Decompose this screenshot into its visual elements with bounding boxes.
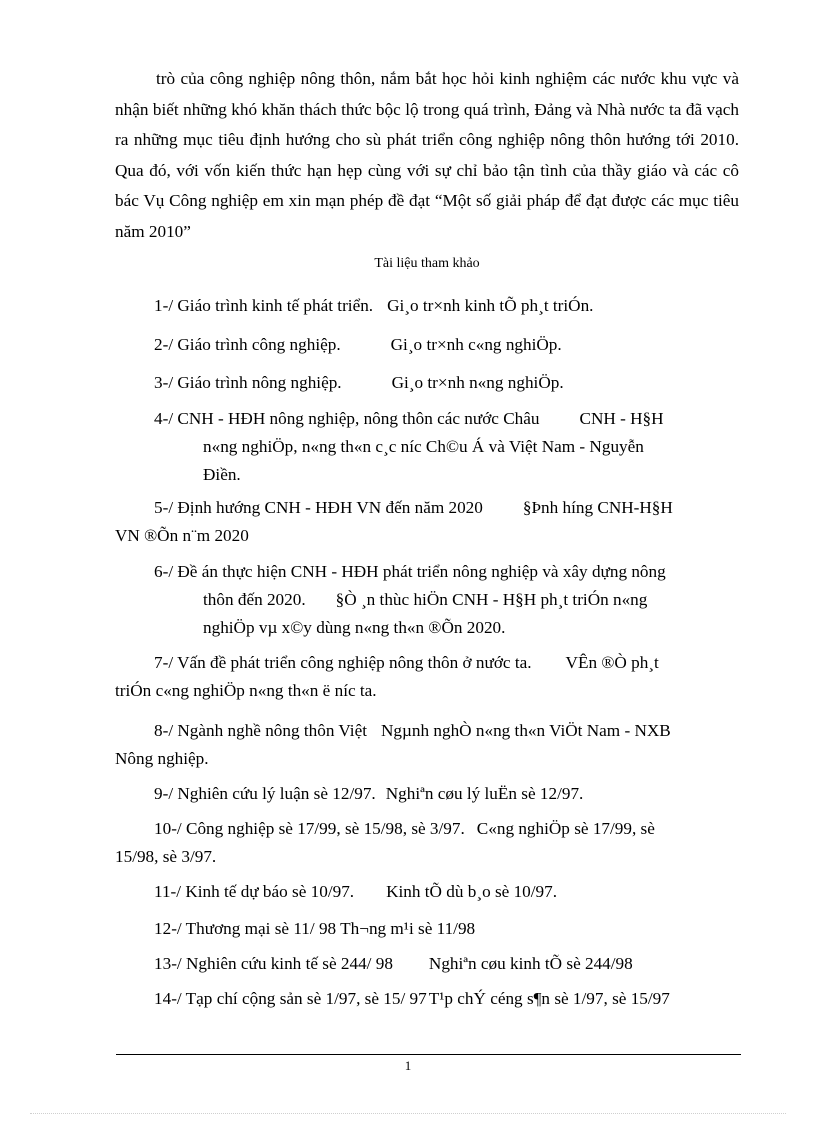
reference-item: 5-/ Định hướng CNH - HĐH VN đến năm 2020 §Þnh híng CNH-H§H VN ®Õn n¨m 2020 — [115, 498, 673, 545]
reference-item: 12-/ Thương mại sè 11/ 98 Th¬ng m¹i sè 11/98 — [154, 919, 476, 938]
footer-rule — [116, 1054, 741, 1055]
reference-item: 14-/ Tạp chí cộng sản sè 1/97, sè 15/ 97 T¹p chÝ céng s¶n sè 1/97, sè 15/97 — [154, 989, 670, 1008]
reference-item: 4-/ CNH - HĐH nông nghiệp, nông thôn các nước Châu CNH - H§H n«ng nghiÖp, n«ng th«n c¸c níc Ch©u Á và Việt Nam - Nguyễn Điền. — [154, 409, 664, 484]
reference-item: 7-/ Vấn đề phát triển công nghiệp nông thôn ở nước ta. VÊn ®Ò ph¸t triÓn c«ng nghiÖp n«ng th«n ë níc ta. — [115, 653, 659, 700]
reference-item: 3-/ Giáo trình nông nghiệp. Gi¸o tr×nh n«ng nghiÖp. — [154, 373, 564, 392]
reference-item: 2-/ Giáo trình công nghiệp. Gi¸o tr×nh c«ng nghiÖp. — [154, 335, 562, 354]
reference-item: 13-/ Nghiên cứu kinh tế sè 244/ 98 Nghiªn cøu kinh tÕ sè 244/98 — [154, 954, 633, 973]
reference-item: 6-/ Đề án thực hiện CNH - HĐH phát triển nông nghiệp và xây dựng nông thôn đến 2020. §Ò ¸n thùc hiÖn CNH - H§H ph¸t triÓn n«ng nghiÖp vµ x©y dùng n«ng th«n ®Õn 2020. — [154, 562, 666, 637]
reference-item: 11-/ Kinh tế dự báo sè 10/97. Kinh tÕ dù b¸o sè 10/97. — [154, 882, 558, 901]
page-bottom-border — [30, 1113, 786, 1114]
reference-item: 10-/ Công nghiệp sè 17/99, sè 15/98, sè 3/97. C«ng nghiÖp sè 17/99, sè 15/98, sè 3/97. — [115, 819, 655, 866]
reference-item: 9-/ Nghiên cứu lý luận sè 12/97. Nghiªn cøu lý luËn sè 12/97. — [154, 784, 584, 803]
reference-item: 1-/ Giáo trình kinh tế phát triển. Gi¸o tr×nh kinh tÕ ph¸t triÓn. — [154, 296, 594, 315]
intro-paragraph: trò của công nghiệp nông thôn, nắm bắt học hỏi kinh nghiệm các nước khu vực và nhận biết những khó khăn thách thức bộc lộ trong quá trình, Đảng và Nhà nước ta đã vạch ra những mục tiêu định hướng cho sù phát triển công nghiệp nông thôn hướng tới 2010. Qua đó, với vốn kiến thức hạn hẹp cùng với sự chỉ bảo tận tình của thầy giáo và các cô bác Vụ Công nghiệp em xin mạn phép đề đạt “Một số giải pháp để đạt được các mục tiêu năm 2010” — [115, 69, 739, 241]
references-title: Tài liệu tham khảo — [374, 256, 480, 271]
reference-item: 8-/ Ngành nghề nông thôn Việt Ngµnh nghÒ n«ng th«n ViÖt Nam - NXB Nông nghiệp. — [115, 721, 671, 768]
page-number: 1 — [404, 1058, 412, 1073]
